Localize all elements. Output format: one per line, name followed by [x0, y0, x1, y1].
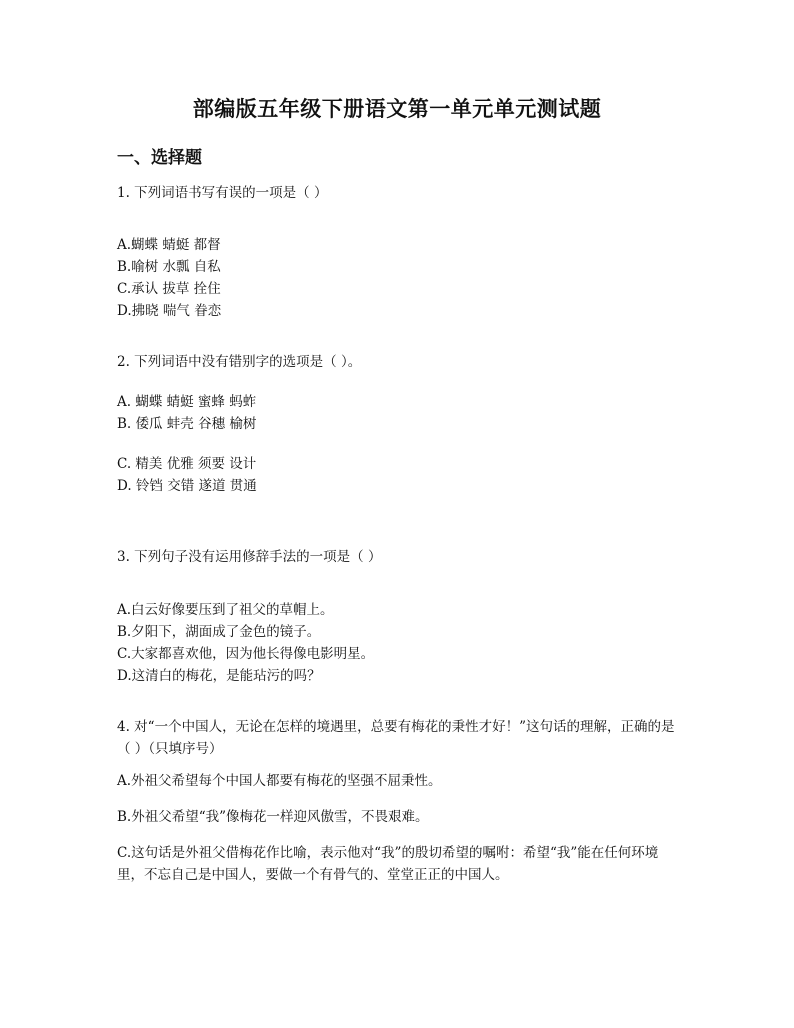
question-3-stem: 3. 下列句子没有运用修辞手法的一项是（ ）: [117, 549, 382, 565]
document-title: 部编版五年级下册语文第一单元单元测试题: [192, 96, 602, 121]
question-1-stem: 1. 下列词语书写有误的一项是（ ）: [117, 185, 328, 201]
question-1-option-a: A.蝴蝶 蜻蜓 都督: [117, 237, 221, 253]
question-1-option-b: B.喻树 水瓢 自私: [117, 259, 221, 275]
question-4-option-a: A.外祖父希望每个中国人都要有梅花的坚强不屈秉性。: [117, 773, 442, 789]
question-2-option-b: B. 倭瓜 蚌壳 谷穗 榆树: [117, 416, 257, 432]
question-3-option-a: A.白云好像要压到了祖父的草帽上。: [117, 602, 334, 618]
question-2-option-d: D. 铃铛 交错 遂道 贯通: [117, 478, 257, 494]
question-3-option-b: B.夕阳下，湖面成了金色的镜子。: [117, 624, 321, 640]
question-2-option-c: C. 精美 优雅 须要 设计: [117, 456, 257, 472]
question-4-stem: 4. 对“一个中国人，无论在怎样的境遇里，总要有梅花的秉性才好！”这句话的理解，正确的是（ ）（只填序号）: [117, 719, 675, 757]
question-3-option-d: D.这清白的梅花，是能玷污的吗？: [117, 668, 321, 684]
question-1-option-d: D.拂晓 喘气 眷恋: [117, 303, 222, 319]
question-1-option-c: C.承认 拔草 拴住: [117, 281, 221, 297]
question-4-option-c: C.这句话是外祖父借梅花作比喻，表示他对“我”的殷切希望的嘱咐：希望“我”能在任何环境里，不忘自己是中国人，要做一个有骨气的、堂堂正正的中国人。: [117, 845, 659, 883]
question-3-option-c: C.大家都喜欢他，因为他长得像电影明星。: [117, 646, 375, 662]
section-heading: 一、选择题: [117, 148, 202, 168]
question-2-stem: 2. 下列词语中没有错别字的选项是（ ）。: [117, 354, 362, 370]
question-4-option-b: B.外祖父希望“我”像梅花一样迎风傲雪，不畏艰难。: [117, 809, 429, 825]
question-2-option-a: A. 蝴蝶 蜻蜓 蜜蜂 蚂蚱: [117, 394, 257, 410]
